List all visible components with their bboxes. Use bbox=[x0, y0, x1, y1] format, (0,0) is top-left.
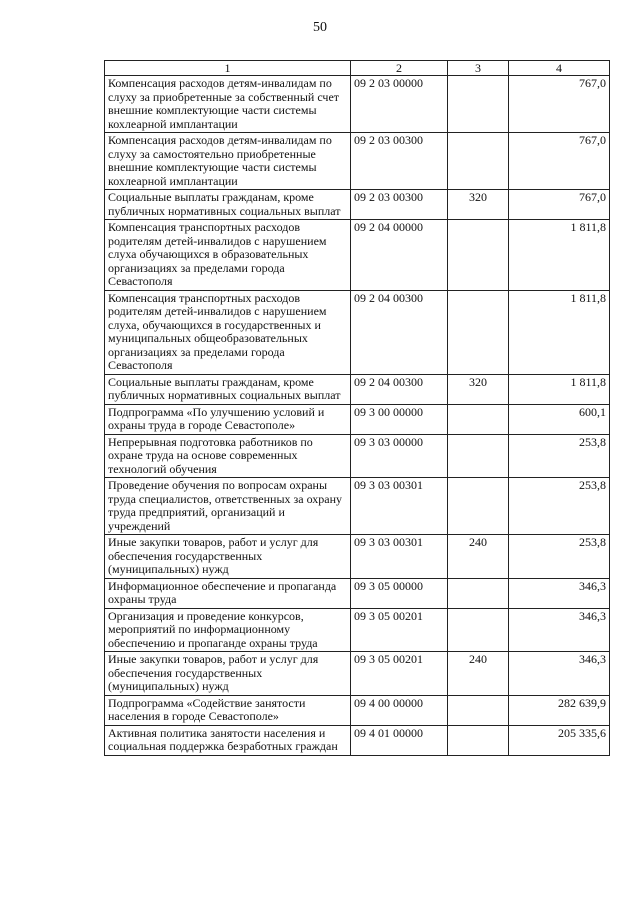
cell-amount: 346,3 bbox=[509, 578, 610, 608]
cell-amount: 767,0 bbox=[509, 76, 610, 133]
table-row bbox=[105, 478, 610, 535]
cell-name: Компенсация расходов детям-инвалидам по слуху за приобретенные за собственный счет внешние комплектующие части системы кохлеарной имплантации bbox=[105, 76, 351, 133]
cell-type bbox=[448, 695, 509, 725]
cell-name: Информационное обеспечение и пропаганда охраны труда bbox=[105, 578, 351, 608]
table-row bbox=[105, 578, 610, 608]
cell-code: 09 2 03 00300 bbox=[351, 133, 448, 190]
cell-name: Компенсация транспортных расходов родителям детей-инвалидов с нарушением слуха обучающихся в образовательных организациях за пределами города Севастополя bbox=[105, 220, 351, 291]
cell-name: Проведение обучения по вопросам охраны труда специалистов, ответственных за охрану труда предприятий, организаций и учреждений bbox=[105, 478, 351, 535]
cell-amount: 1 811,8 bbox=[509, 290, 610, 374]
table-row bbox=[105, 725, 610, 755]
cell-amount: 205 335,6 bbox=[509, 725, 610, 755]
cell-type bbox=[448, 76, 509, 133]
cell-type bbox=[448, 404, 509, 434]
cell-code: 09 3 03 00301 bbox=[351, 535, 448, 579]
cell-amount: 253,8 bbox=[509, 434, 610, 478]
cell-name: Организация и проведение конкурсов, мероприятий по информационному обеспечению и пропаганде охраны труда bbox=[105, 608, 351, 652]
cell-type bbox=[448, 220, 509, 291]
cell-code: 09 2 04 00300 bbox=[351, 290, 448, 374]
cell-code: 09 2 03 00300 bbox=[351, 190, 448, 220]
cell-name: Компенсация транспортных расходов родителям детей-инвалидов с нарушением слуха, обучающихся в государственных и муниципальных общеобразовательных организациях за пределами города Севастополя bbox=[105, 290, 351, 374]
cell-amount: 767,0 bbox=[509, 133, 610, 190]
cell-amount: 253,8 bbox=[509, 478, 610, 535]
cell-type bbox=[448, 290, 509, 374]
cell-type bbox=[448, 133, 509, 190]
table-row bbox=[105, 404, 610, 434]
table-row bbox=[105, 220, 610, 291]
cell-name: Активная политика занятости населения и социальная поддержка безработных граждан bbox=[105, 725, 351, 755]
cell-name: Иные закупки товаров, работ и услуг для обеспечения государственных (муниципальных) нужд bbox=[105, 535, 351, 579]
cell-code: 09 3 05 00201 bbox=[351, 608, 448, 652]
cell-code: 09 3 05 00000 bbox=[351, 578, 448, 608]
table-header-row bbox=[105, 61, 610, 76]
cell-code: 09 3 03 00000 bbox=[351, 434, 448, 478]
cell-amount: 282 639,9 bbox=[509, 695, 610, 725]
column-header-1: 1 bbox=[105, 61, 351, 76]
cell-type bbox=[448, 478, 509, 535]
cell-code: 09 3 05 00201 bbox=[351, 652, 448, 696]
table-row bbox=[105, 290, 610, 374]
cell-code: 09 3 00 00000 bbox=[351, 404, 448, 434]
cell-amount: 1 811,8 bbox=[509, 374, 610, 404]
cell-code: 09 4 01 00000 bbox=[351, 725, 448, 755]
page-number: 50 bbox=[313, 20, 327, 35]
cell-code: 09 3 03 00301 bbox=[351, 478, 448, 535]
cell-type: 240 bbox=[448, 535, 509, 579]
cell-amount: 600,1 bbox=[509, 404, 610, 434]
table-row bbox=[105, 695, 610, 725]
cell-amount: 767,0 bbox=[509, 190, 610, 220]
table-row bbox=[105, 374, 610, 404]
column-header-4: 4 bbox=[509, 61, 610, 76]
cell-name: Компенсация расходов детям-инвалидам по слуху за самостоятельно приобретенные внешние комплектующие части системы кохлеарной имплантации bbox=[105, 133, 351, 190]
cell-code: 09 2 04 00300 bbox=[351, 374, 448, 404]
table-row bbox=[105, 652, 610, 696]
cell-type: 240 bbox=[448, 652, 509, 696]
cell-name: Социальные выплаты гражданам, кроме публичных нормативных социальных выплат bbox=[105, 374, 351, 404]
cell-amount: 253,8 bbox=[509, 535, 610, 579]
table-row bbox=[105, 608, 610, 652]
cell-name: Непрерывная подготовка работников по охране труда на основе современных технологий обучения bbox=[105, 434, 351, 478]
table-row bbox=[105, 535, 610, 579]
column-header-2: 2 bbox=[351, 61, 448, 76]
cell-name: Иные закупки товаров, работ и услуг для обеспечения государственных (муниципальных) нужд bbox=[105, 652, 351, 696]
cell-amount: 346,3 bbox=[509, 608, 610, 652]
cell-code: 09 2 04 00000 bbox=[351, 220, 448, 291]
cell-code: 09 4 00 00000 bbox=[351, 695, 448, 725]
cell-amount: 346,3 bbox=[509, 652, 610, 696]
cell-type: 320 bbox=[448, 374, 509, 404]
cell-type bbox=[448, 434, 509, 478]
cell-type bbox=[448, 725, 509, 755]
budget-table bbox=[104, 60, 610, 756]
cell-name: Подпрограмма «Содействие занятости населения в городе Севастополе» bbox=[105, 695, 351, 725]
cell-name: Подпрограмма «По улучшению условий и охраны труда в городе Севастополе» bbox=[105, 404, 351, 434]
table-row bbox=[105, 190, 610, 220]
cell-name: Социальные выплаты гражданам, кроме публичных нормативных социальных выплат bbox=[105, 190, 351, 220]
table-row bbox=[105, 434, 610, 478]
cell-code: 09 2 03 00000 bbox=[351, 76, 448, 133]
cell-type bbox=[448, 578, 509, 608]
cell-type: 320 bbox=[448, 190, 509, 220]
cell-type bbox=[448, 608, 509, 652]
column-header-3: 3 bbox=[448, 61, 509, 76]
cell-amount: 1 811,8 bbox=[509, 220, 610, 291]
table-row bbox=[105, 76, 610, 133]
table-row bbox=[105, 133, 610, 190]
